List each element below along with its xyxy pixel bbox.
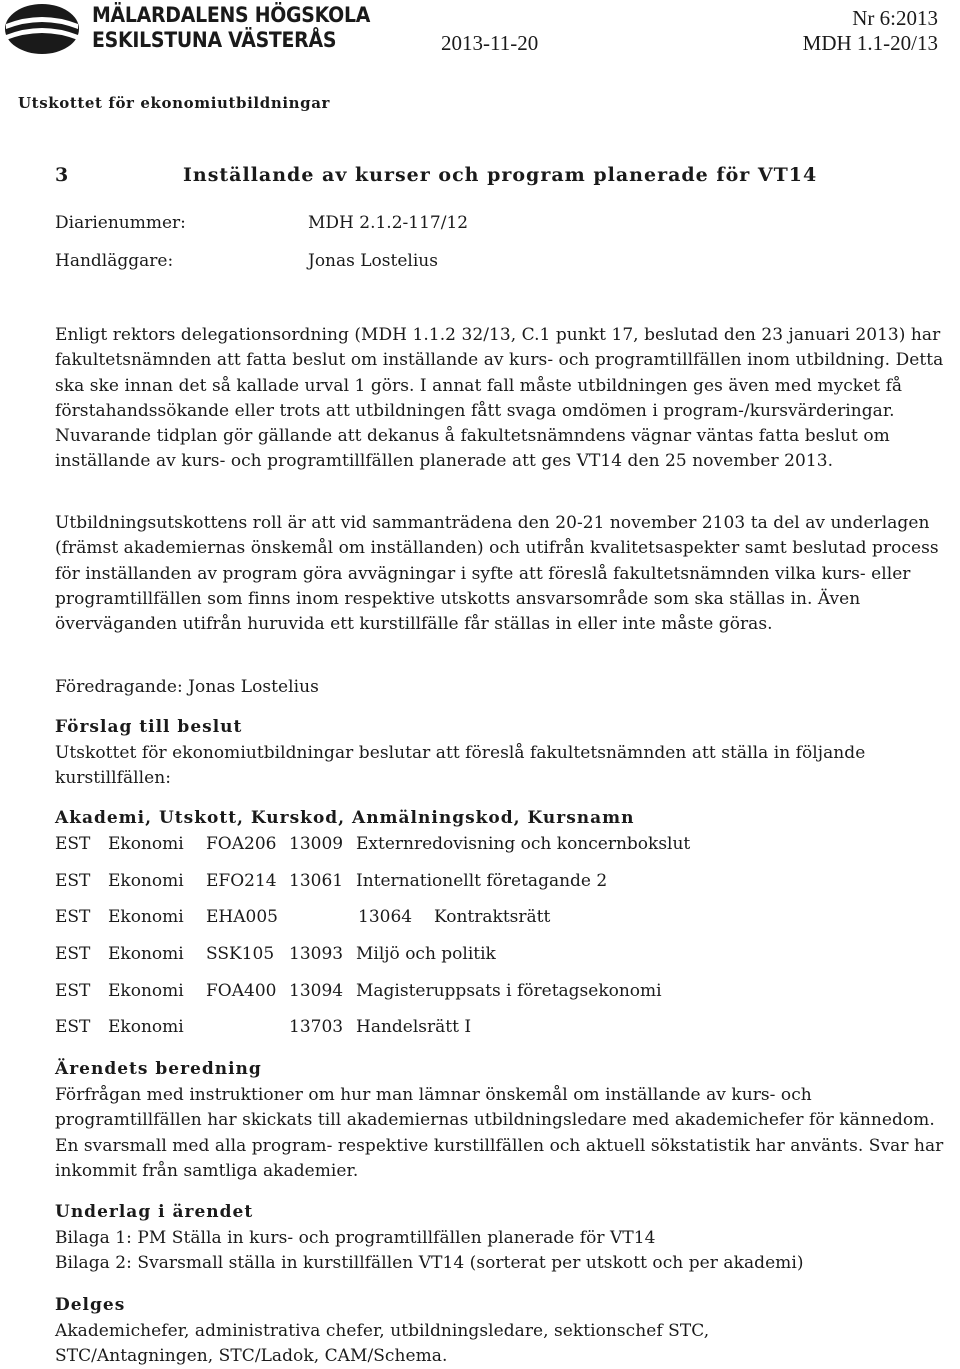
course-anmalningskod: 13009 — [289, 834, 344, 854]
course-akademi: EST — [55, 981, 91, 1001]
course-akademi: EST — [55, 871, 91, 891]
foredragande: Föredragande: Jonas Lostelius — [55, 677, 319, 697]
section-title: Inställande av kurser och program planerade för VT14 — [183, 164, 818, 186]
document-number: Nr 6:2013 — [852, 6, 938, 30]
underlag-item-2: Bilaga 2: Svarsmall ställa in kurstillfällen VT14 (sorterat per utskott och per akademi) — [55, 1253, 804, 1273]
course-anmalningskod: 13703 — [289, 1017, 344, 1037]
paragraph-text: Enligt rektors delegationsordning (MDH 1.1.2 32/13, C.1 punkt 17, beslutad den 23 januari 2013) har fakultetsnämnden att fatta beslut om inställande av kurs- och programtillfällen inom utbildning. Detta ska ske innan det så kallade urval 1 görs. I annat fall måste utbildningen ges även med mycket få förstahandssökande eller trots att utbildningen fått svaga omdömen i program-/kursvärderingar. Nuvarande tidplan gör gällande att dekanus å fakultetsnämndens vägnar väntas fatta beslut om inställande av kurs- och programtillfällen planerade att ges VT14 den 25 november 2013. — [55, 325, 944, 472]
diarienummer-value: MDH 2.1.2-117/12 — [308, 213, 469, 233]
university-logo — [0, 0, 371, 60]
arendets-beredning-heading: Ärendets beredning — [55, 1059, 262, 1079]
course-utskott: Ekonomi — [108, 1017, 184, 1037]
course-kurskod: EFO214 — [206, 871, 277, 891]
forslag-heading: Förslag till beslut — [55, 717, 243, 737]
paragraph-text: Utbildningsutskottens roll är att vid sammanträdena den 20-21 november 2103 ta del av underlagen (främst akademiernas önskemål om inställanden) och utifrån kvalitetsaspekter samt beslutad process för inställanden av program göra avvägningar i syfte att föreslå fakultetsnämnden vilka kurs- eller programtillfällen som finns inom respektive utskotts ansvarsområde som ska ställas in. Även överväganden utifrån huruvida ett kurstillfälle får ställas in eller inte måste göras. — [55, 513, 939, 635]
course-utskott: Ekonomi — [108, 834, 184, 854]
course-utskott: Ekonomi — [108, 981, 184, 1001]
logo-emblem-icon — [2, 2, 82, 56]
delges-line-2: STC/Antagningen, STC/Ladok, CAM/Schema. — [55, 1346, 448, 1366]
course-kursnamn: Magisteruppsats i företagsekonomi — [356, 981, 662, 1001]
course-anmalningskod: 13064 — [358, 907, 413, 927]
course-kursnamn: Externredovisning och koncernbokslut — [356, 834, 691, 854]
committee-name: Utskottet för ekonomiutbildningar — [18, 94, 331, 112]
document-date: 2013-11-20 — [441, 31, 539, 55]
logo-text-line1: MÄLARDALENS HÖGSKOLA — [92, 3, 371, 27]
delges-line-1: Akademichefer, administrativa chefer, utbildningsledare, sektionschef STC, — [55, 1321, 710, 1341]
underlag-heading: Underlag i ärendet — [55, 1202, 254, 1222]
arendets-beredning-text: Förfrågan med instruktioner om hur man lämnar önskemål om inställande av kurs- och programtillfällen har skickats till akademiernas utbildningsledare med akademichefer för kännedom. En svarsmall med alla program- respektive kurstillfällen och aktuell sökstatistik har använts. Svar har inkommit från samtliga akademier. — [55, 1085, 944, 1181]
paragraph-utbildningsutskott — [55, 511, 945, 637]
course-akademi: EST — [55, 834, 91, 854]
delges-heading: Delges — [55, 1295, 126, 1315]
course-kurskod: SSK105 — [206, 944, 275, 964]
course-utskott: Ekonomi — [108, 944, 184, 964]
course-kursnamn: Handelsrätt I — [356, 1017, 472, 1037]
course-table-header: Akademi, Utskott, Kurskod, Anmälningskod, Kursnamn — [55, 808, 635, 828]
diarienummer-label: Diarienummer: — [55, 213, 186, 233]
course-anmalningskod: 13093 — [289, 944, 344, 964]
course-anmalningskod: 13061 — [289, 871, 344, 891]
logo-text-line2: ESKILSTUNA VÄSTERÅS — [92, 28, 337, 52]
course-kursnamn: Miljö och politik — [356, 944, 496, 964]
course-akademi: EST — [55, 907, 91, 927]
course-kurskod: FOA400 — [206, 981, 277, 1001]
course-utskott: Ekonomi — [108, 871, 184, 891]
course-kursnamn: Internationellt företagande 2 — [356, 871, 608, 891]
document-reference: MDH 1.1-20/13 — [802, 31, 938, 55]
handlaggare-label: Handläggare: — [55, 251, 174, 271]
paragraph-delegation — [55, 323, 945, 475]
section-number: 3 — [55, 164, 70, 186]
course-anmalningskod: 13094 — [289, 981, 344, 1001]
course-kurskod: EHA005 — [206, 907, 278, 927]
underlag-item-1: Bilaga 1: PM Ställa in kurs- och programtillfällen planerade för VT14 — [55, 1228, 656, 1248]
course-utskott: Ekonomi — [108, 907, 184, 927]
course-akademi: EST — [55, 1017, 91, 1037]
handlaggare-value: Jonas Lostelius — [308, 251, 438, 271]
course-kurskod: FOA206 — [206, 834, 277, 854]
course-akademi: EST — [55, 944, 91, 964]
course-kursnamn: Kontraktsrätt — [434, 907, 551, 927]
forslag-text: Utskottet för ekonomiutbildningar beslutar att föreslå fakultetsnämnden att ställa in följande kurstillfällen: — [55, 743, 866, 789]
